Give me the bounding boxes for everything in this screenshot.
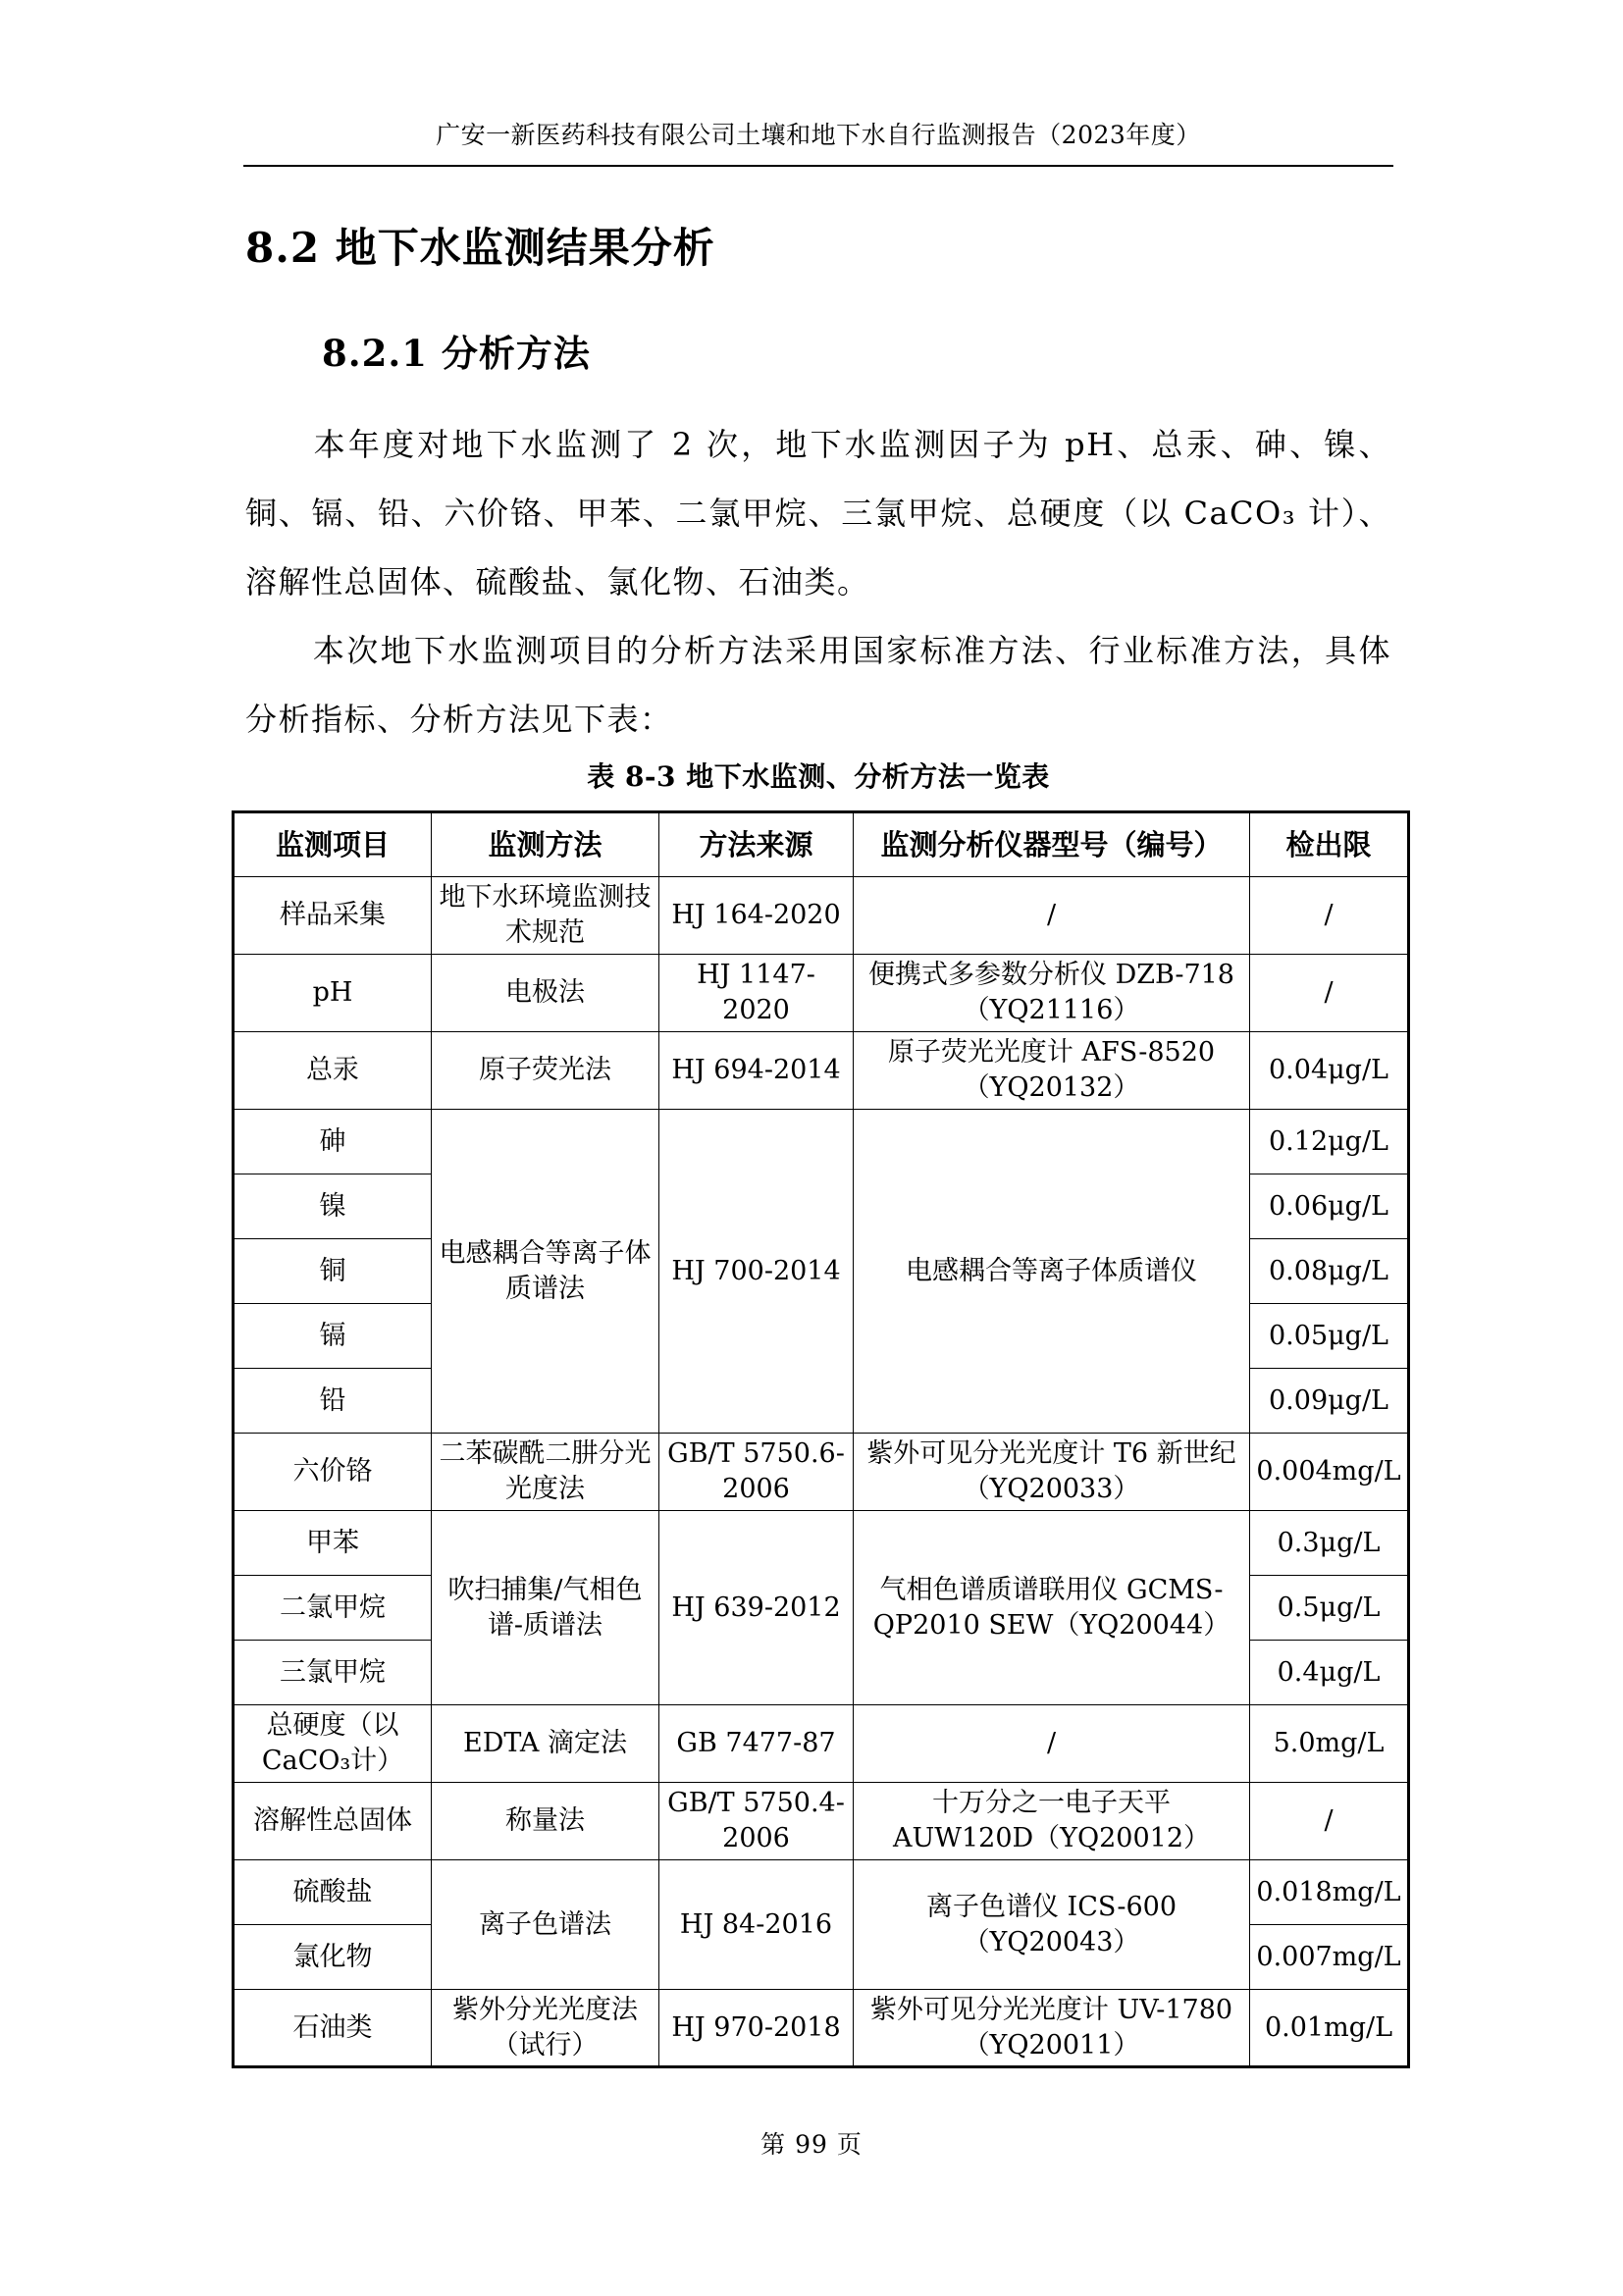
source-cell: GB/T 5750.4-2006 <box>659 1783 854 1860</box>
limit-cell: / <box>1250 877 1409 955</box>
method-cell: 电极法 <box>432 955 659 1032</box>
method-cell: 地下水环境监测技术规范 <box>432 877 659 955</box>
item-cell: 砷 <box>234 1110 432 1174</box>
table-row <box>234 955 1409 1032</box>
limit-cell: / <box>1250 955 1409 1032</box>
paragraph-1 <box>245 410 1391 616</box>
item-cell: 氯化物 <box>234 1925 432 1990</box>
header-cell: 方法来源 <box>659 812 854 877</box>
instrument-cell: 原子荧光光度计 AFS-8520（YQ20132） <box>854 1032 1250 1110</box>
method-cell: 紫外分光光度法（试行） <box>432 1990 659 2067</box>
method-cell: 离子色谱法 <box>432 1860 659 1990</box>
method-cell: 二苯碳酰二肼分光光度法 <box>432 1434 659 1511</box>
page-number: 第 99 页 <box>760 2130 863 2159</box>
table-row <box>234 1783 1409 1860</box>
source-cell: GB/T 5750.6-2006 <box>659 1434 854 1511</box>
item-cell: 二氯甲烷 <box>234 1576 432 1641</box>
source-cell: HJ 84-2016 <box>659 1860 854 1990</box>
subsection-heading: 8.2.1 分析方法 <box>322 332 591 375</box>
header-cell: 监测项目 <box>234 812 432 877</box>
instrument-cell: 气相色谱质谱联用仪 GCMS-QP2010 SEW（YQ20044） <box>854 1511 1250 1705</box>
paragraph-2 <box>245 616 1391 754</box>
paragraph-2-text: 本次地下水监测项目的分析方法采用国家标准方法、行业标准方法，具体分析指标、分析方法见下表： <box>245 632 1391 738</box>
table-row <box>234 1860 1409 1925</box>
instrument-cell: 便携式多参数分析仪 DZB-718（YQ21116） <box>854 955 1250 1032</box>
item-cell: 镉 <box>234 1304 432 1369</box>
item-cell: 铅 <box>234 1369 432 1434</box>
table-row <box>234 877 1409 955</box>
limit-cell: 0.06μg/L <box>1250 1174 1409 1239</box>
limit-cell: 0.3μg/L <box>1250 1511 1409 1576</box>
limit-cell: 0.5μg/L <box>1250 1576 1409 1641</box>
item-cell: 总汞 <box>234 1032 432 1110</box>
source-cell: HJ 1147-2020 <box>659 955 854 1032</box>
limit-cell: 0.08μg/L <box>1250 1239 1409 1304</box>
table-row <box>234 1434 1409 1511</box>
instrument-cell: 紫外可见分光光度计 T6 新世纪（YQ20033） <box>854 1434 1250 1511</box>
method-cell: 电感耦合等离子体质谱法 <box>432 1110 659 1434</box>
methods-table <box>232 810 1410 2068</box>
source-cell: HJ 639-2012 <box>659 1511 854 1705</box>
table-row <box>234 1705 1409 1783</box>
item-cell: 镍 <box>234 1174 432 1239</box>
limit-cell: 0.09μg/L <box>1250 1369 1409 1434</box>
table-header-row <box>234 812 1409 877</box>
table-row <box>234 1511 1409 1576</box>
header-cell: 检出限 <box>1250 812 1409 877</box>
instrument-cell: 十万分之一电子天平 AUW120D（YQ20012） <box>854 1783 1250 1860</box>
header-cell: 监测分析仪器型号（编号） <box>854 812 1250 877</box>
item-cell: pH <box>234 955 432 1032</box>
item-cell: 六价铬 <box>234 1434 432 1511</box>
header-rule <box>243 165 1393 167</box>
instrument-cell: 离子色谱仪 ICS-600（YQ20043） <box>854 1860 1250 1990</box>
limit-cell: 0.007mg/L <box>1250 1925 1409 1990</box>
source-cell: HJ 164-2020 <box>659 877 854 955</box>
method-cell: 吹扫捕集/气相色谱-质谱法 <box>432 1511 659 1705</box>
source-cell: GB 7477-87 <box>659 1705 854 1783</box>
instrument-cell: / <box>854 1705 1250 1783</box>
limit-cell: 0.05μg/L <box>1250 1304 1409 1369</box>
method-cell: 称量法 <box>432 1783 659 1860</box>
item-cell: 总硬度（以CaCO₃计） <box>234 1705 432 1783</box>
limit-cell: 5.0mg/L <box>1250 1705 1409 1783</box>
instrument-cell: / <box>854 877 1250 955</box>
section-heading: 8.2 地下水监测结果分析 <box>245 224 715 272</box>
item-cell: 甲苯 <box>234 1511 432 1576</box>
item-cell: 硫酸盐 <box>234 1860 432 1925</box>
limit-cell: 0.004mg/L <box>1250 1434 1409 1511</box>
limit-cell: / <box>1250 1783 1409 1860</box>
source-cell: HJ 970-2018 <box>659 1990 854 2067</box>
instrument-cell: 电感耦合等离子体质谱仪 <box>854 1110 1250 1434</box>
limit-cell: 0.12μg/L <box>1250 1110 1409 1174</box>
header-cell: 监测方法 <box>432 812 659 877</box>
item-cell: 石油类 <box>234 1990 432 2067</box>
item-cell: 样品采集 <box>234 877 432 955</box>
item-cell: 三氯甲烷 <box>234 1641 432 1705</box>
item-cell: 铜 <box>234 1239 432 1304</box>
page-header: 广安一新医药科技有限公司土壤和地下水自行监测报告（2023年度） <box>436 121 1201 149</box>
method-cell: 原子荧光法 <box>432 1032 659 1110</box>
table-row <box>234 1032 1409 1110</box>
limit-cell: 0.018mg/L <box>1250 1860 1409 1925</box>
table-caption: 表 8-3 地下水监测、分析方法一览表 <box>587 760 1050 793</box>
source-cell: HJ 700-2014 <box>659 1110 854 1434</box>
table-row <box>234 1990 1409 2067</box>
limit-cell: 0.4μg/L <box>1250 1641 1409 1705</box>
table-row <box>234 1110 1409 1174</box>
method-cell: EDTA 滴定法 <box>432 1705 659 1783</box>
item-cell: 溶解性总固体 <box>234 1783 432 1860</box>
limit-cell: 0.04μg/L <box>1250 1032 1409 1110</box>
source-cell: HJ 694-2014 <box>659 1032 854 1110</box>
instrument-cell: 紫外可见分光光度计 UV-1780（YQ20011） <box>854 1990 1250 2067</box>
paragraph-1-text: 本年度对地下水监测了 2 次，地下水监测因子为 pH、总汞、砷、镍、铜、镉、铅、六价铬、甲苯、二氯甲烷、三氯甲烷、总硬度（以 CaCO₃ 计）、溶解性总固体、硫酸盐、氯化物、石油类。 <box>245 426 1391 600</box>
limit-cell: 0.01mg/L <box>1250 1990 1409 2067</box>
